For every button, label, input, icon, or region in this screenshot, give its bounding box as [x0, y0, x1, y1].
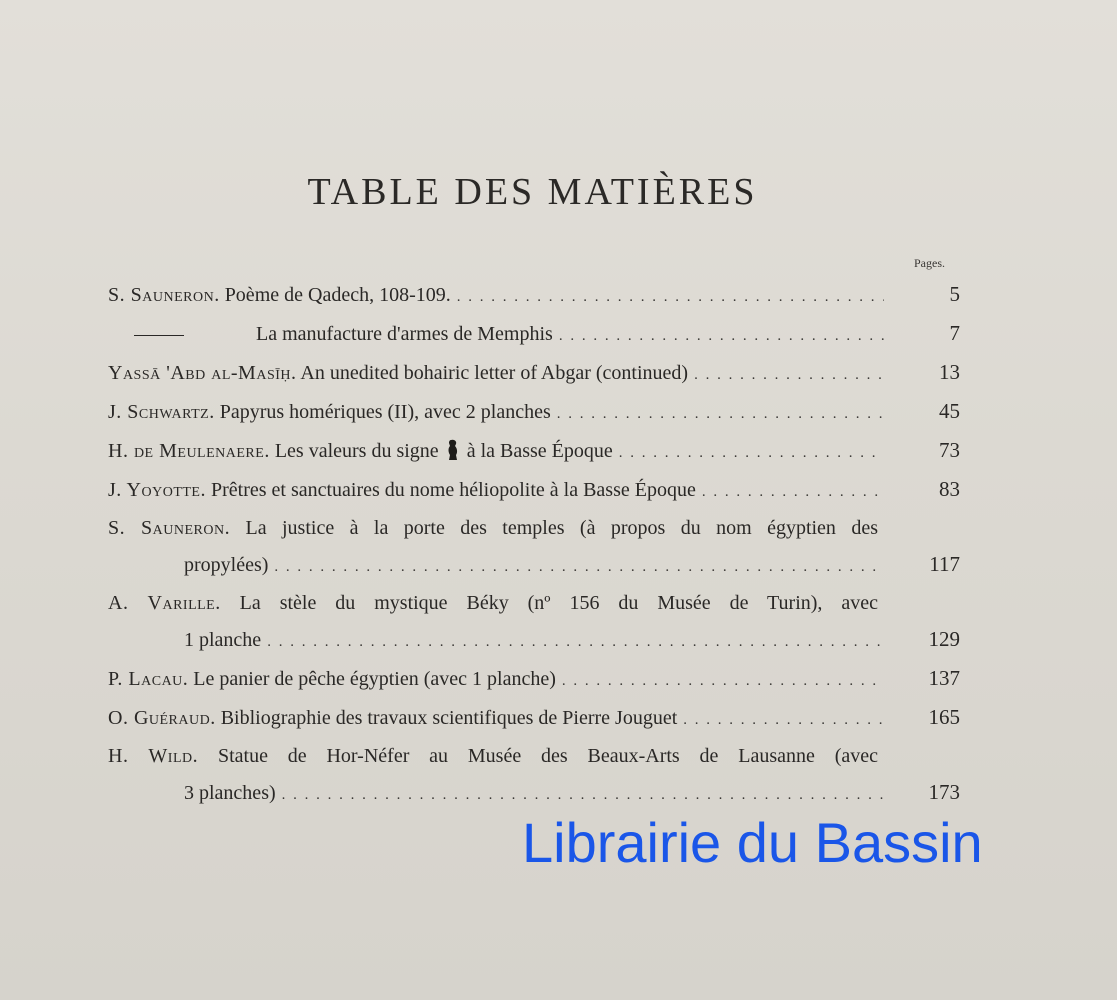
entry-title-line1: Statue de Hor-Néfer au Musée des Beaux-Arts de Lausanne (avec	[217, 745, 878, 767]
entry-title: Bibliographie des travaux scientifiques de Pierre Jouguet	[220, 707, 678, 729]
entry-page-number: 7	[949, 321, 960, 345]
table-of-contents	[108, 276, 960, 813]
toc-entry	[108, 276, 960, 315]
entry-title-line1: La stèle du mystique Béky (nº 156 du Musée de Turin), avec	[239, 592, 878, 614]
dot-leader	[559, 318, 884, 354]
entry-title-line2: propylées)	[184, 554, 269, 576]
entry-title-before-sign: Les valeurs du signe	[274, 440, 439, 462]
entry-author: H. de Meulenaere.	[108, 440, 270, 462]
entry-author: A. Varille.	[108, 592, 221, 614]
toc-entry	[108, 510, 960, 585]
entry-page-number: 129	[928, 627, 960, 651]
entry-page-number: 173	[928, 780, 960, 804]
entry-author: O. Guéraud.	[108, 707, 216, 729]
entry-author: H. Wild.	[108, 745, 199, 767]
ditto-dash	[134, 335, 184, 336]
toc-entry	[108, 315, 960, 354]
entry-page-number: 13	[939, 360, 960, 384]
toc-entry	[108, 699, 960, 738]
entry-title-line2: 1 planche	[184, 629, 262, 651]
dot-leader	[619, 435, 884, 471]
entry-author: J. Yoyotte.	[108, 479, 206, 501]
entry-page-number: 45	[939, 399, 960, 423]
entry-title: An unedited bohairic letter of Abgar (continued)	[300, 362, 689, 384]
entry-title-line2: 3 planches)	[184, 782, 276, 804]
dot-leader	[274, 549, 884, 585]
entry-title-line1: La justice à la porte des temples (à propos du nom égyptien des	[245, 517, 878, 539]
entry-page-number: 165	[928, 705, 960, 729]
dot-leader	[557, 396, 884, 432]
entry-page-number: 117	[929, 552, 960, 576]
entry-title: Poème de Qadech, 108-109.	[224, 284, 451, 306]
dot-leader	[702, 474, 884, 510]
entry-page-number: 5	[949, 282, 960, 306]
dot-leader	[267, 624, 884, 660]
entry-author: P. Lacau.	[108, 668, 189, 690]
dot-leader	[562, 663, 884, 699]
entry-title: Papyrus homériques (II), avec 2 planches	[219, 401, 551, 423]
dot-leader	[282, 777, 884, 813]
toc-entry	[108, 393, 960, 432]
entry-page-number: 83	[939, 477, 960, 501]
entry-title: La manufacture d'armes de Memphis	[256, 323, 553, 345]
page-title: TABLE DES MATIÈRES	[307, 171, 758, 213]
toc-entry	[108, 432, 960, 471]
dot-leader	[694, 357, 884, 393]
pages-column-label: Pages.	[914, 256, 945, 270]
toc-entry	[108, 738, 960, 813]
watermark-text: Librairie du Bassin	[522, 811, 983, 874]
entry-author: Yassā 'Abd al-Masīḥ.	[108, 362, 297, 384]
dot-leader	[683, 702, 884, 738]
entry-title: Prêtres et sanctuaires du nome héliopolite à la Basse Époque	[210, 479, 696, 501]
toc-entry	[108, 471, 960, 510]
entry-author: S. Sauneron.	[108, 517, 231, 539]
entry-author: S. Sauneron.	[108, 284, 220, 306]
hieroglyph-sign-icon	[447, 439, 459, 461]
dot-leader	[457, 279, 884, 315]
entry-title-after-sign: à la Basse Époque	[466, 440, 613, 462]
entry-author: J. Schwartz.	[108, 401, 215, 423]
entry-page-number: 137	[928, 666, 960, 690]
toc-entry	[108, 585, 960, 660]
entry-page-number: 73	[939, 438, 960, 462]
toc-entry	[108, 660, 960, 699]
entry-title: Le panier de pêche égyptien (avec 1 planche)	[193, 668, 556, 690]
toc-entry	[108, 354, 960, 393]
